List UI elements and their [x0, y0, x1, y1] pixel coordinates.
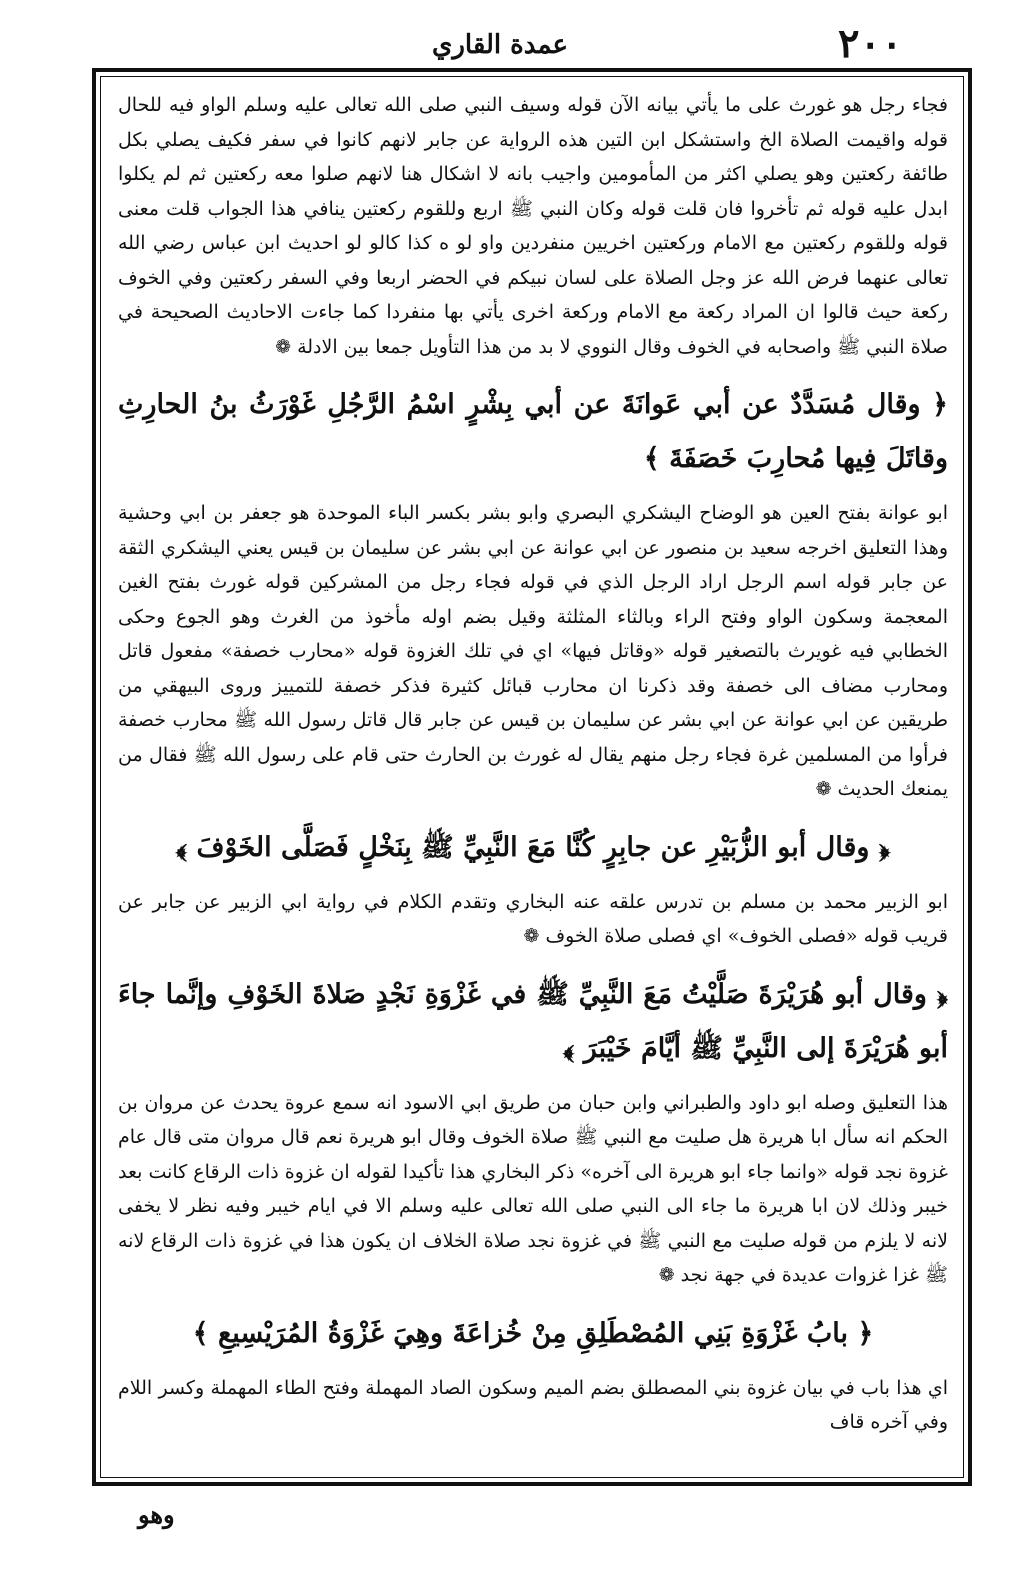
- chapter-title: بابُ غَزْوَةِ بَنِي المُصْطَلِقِ مِنْ خُزاعَةَ وهِيَ غَزْوَةُ المُرَيْسِيعِ: [217, 1317, 849, 1349]
- commentary-paragraph: ابو الزبير محمد بن مسلم بن تدرس علقه عنه البخاري وتقدم الكلام في رواية ابي الزبير عن جابر عن قريب قوله «فصلى الخوف» اي فصلى صلاة الخوف ❁: [118, 890, 948, 947]
- ornamental-bracket-open: ﴿: [932, 389, 948, 420]
- hadith-heading: [118, 968, 948, 1076]
- ornamental-bracket-close: ﴾: [563, 1032, 575, 1064]
- ornamental-bracket-open: ﴿: [936, 978, 948, 1010]
- chapter-heading: [118, 1307, 948, 1361]
- running-title: عمدة القاري: [432, 30, 568, 60]
- commentary-paragraph: فجاء رجل هو غورث على ما يأتي بيانه الآن قوله وسيف النبي صلى الله تعالى عليه وسلم الواو فيه للحال قوله واقيمت الصلاة الخ واستشكل ابن التين هذه الرواية عن جابر لانهم كانوا في سفر فكيف يصلي بكل طائفة ركعتين وهو يصلي اكثر من المأمومين واجيب بانه لا اشكال هنا لانهم صلوا معه ركعتين ثم لم يكلوا ابدل عليه قوله ثم تأخروا فان قلت قوله وكان النبي ﷺ اربع وللقوم ركعتين ينافي هذا الجواب قلت معنى قوله وللقوم ركعتين مع الامام وركعتين اخريين منفردين واو لو ه كذا كالو لو احديث ابن عباس رضي الله تعالى عنهما فرض الله عز وجل الصلاة على لسان نبيكم في الحضر اربعا وفي السفر ركعتين وفي الخوف ركعة حيث قالوا ان المراد ركعة مع الامام وركعة اخرى يأتي بها منفردا كما جاءت الاحاديث الصحيحة في صلاة النبي ﷺ واصحابه في الخوف وقال النووي لا بد من هذا التأويل جمعا بين الادلة ❁: [118, 94, 948, 358]
- ornamental-bracket-close: ﴾: [176, 831, 188, 863]
- hadith-text: وقال أبو هُرَيْرَةَ صَلَّيْتُ مَعَ النَّبِيِّ ﷺ في غَزْوَةِ نَجْدٍ صَلاةَ الخَوْفِ وإنَّما جاءَ أبو هُرَيْرَةَ إلى النَّبِيِّ ﷺ أيَّامَ خَيْبَرَ: [118, 978, 948, 1064]
- commentary-paragraph: اي هذا باب في بيان غزوة بني المصطلق بضم الميم وسكون الصاد المهملة وفتح الطاء المهملة وكسر اللام وفي آخره قاف: [118, 1376, 948, 1433]
- catchword: وهو: [138, 1500, 175, 1529]
- page-body: [118, 88, 948, 1468]
- page-number: ٢٠٠: [838, 20, 903, 67]
- hadith-text: وقال أبو الزُّبَيْرِ عن جابِرٍ كُنَّا مَعَ النَّبِيِّ ﷺ بِنَخْلٍ فَصَلَّى الخَوْفَ: [196, 831, 870, 863]
- commentary-paragraph: ابو عوانة بفتح العين هو الوضاح اليشكري البصري وابو بشر بكسر الباء الموحدة هو جعفر بن ابي وحشية وهذا التعليق اخرجه سعيد بن منصور عن ابي عوانة عن ابي بشر عن سليمان بن قيس يعني اليشكري الثقة عن جابر قوله اسم الرجل اراد الرجل الذي في قوله فجاء رجل من المشركين قوله غورث بفتح الغين المعجمة وسكون الواو وفتح الراء وبالثاء المثلثة وقيل بضم اوله مأخوذ من الغرث وهو الجوع وحكى الخطابي فيه غويرث بالتصغير قوله «وقاتل فيها» اي في تلك الغزوة قوله «محارب خصفة» مفعول قاتل ومحارب مضاف الى خصفة وقد ذكرنا ان محارب قبائل كثيرة فذكر خصفة للتمييز وروى البيهقي من طريقين عن ابي عوانة عن ابي بشر عن سليمان بن قيس عن جابر قال قاتل رسول الله ﷺ محارب خصفة فرأوا من المسلمين غرة فجاء رجل منهم يقال له غورث بن الحارث حتى قام على رسول الله ﷺ فقال من يمنعك الحديث ❁: [118, 502, 948, 800]
- page-header: [0, 0, 1033, 66]
- ornamental-bracket-open: ﴿: [857, 1317, 874, 1349]
- hadith-heading: [118, 378, 948, 486]
- hadith-heading: [118, 821, 948, 875]
- ornamental-bracket-close: ﴾: [643, 443, 660, 474]
- ornamental-bracket-open: ﴿: [878, 831, 890, 863]
- commentary-paragraph: هذا التعليق وصله ابو داود والطبراني وابن حبان من طريق ابي الاسود انه سمع عروة يحدث عن مروان بن الحكم انه سأل ابا هريرة هل صليت مع النبي ﷺ صلاة الخوف وقال ابو هريرة نعم قال مروان متى قال عام غزوة نجد قوله «وانما جاء ابو هريرة الى آخره» ذكر البخاري هذا تأكيدا لقوله ان غزوة ذات الرقاع كانت بعد خيبر وذلك لان ابا هريرة ما جاء الى النبي صلى الله تعالى عليه وسلم الا في ايام خيبر وفيه نظر لا يخفى لانه لا يلزم من قوله صليت مع النبي ﷺ في غزوة نجد صلاة الخلاف ان يكون هذا في غزوة ذات الرقاع لانه ﷺ غزا غزوات عديدة في جهة نجد ❁: [118, 1091, 948, 1286]
- hadith-text: وقال مُسَدَّدٌ عن أبي عَوانَةَ عن أبي بِشْرٍ اسْمُ الرَّجُلِ غَوْرَثُ بنُ الحارِثِ وقاتَلَ فِيها مُحارِبَ خَصَفَةَ: [118, 389, 948, 474]
- ornamental-bracket-close: ﴾: [192, 1317, 209, 1349]
